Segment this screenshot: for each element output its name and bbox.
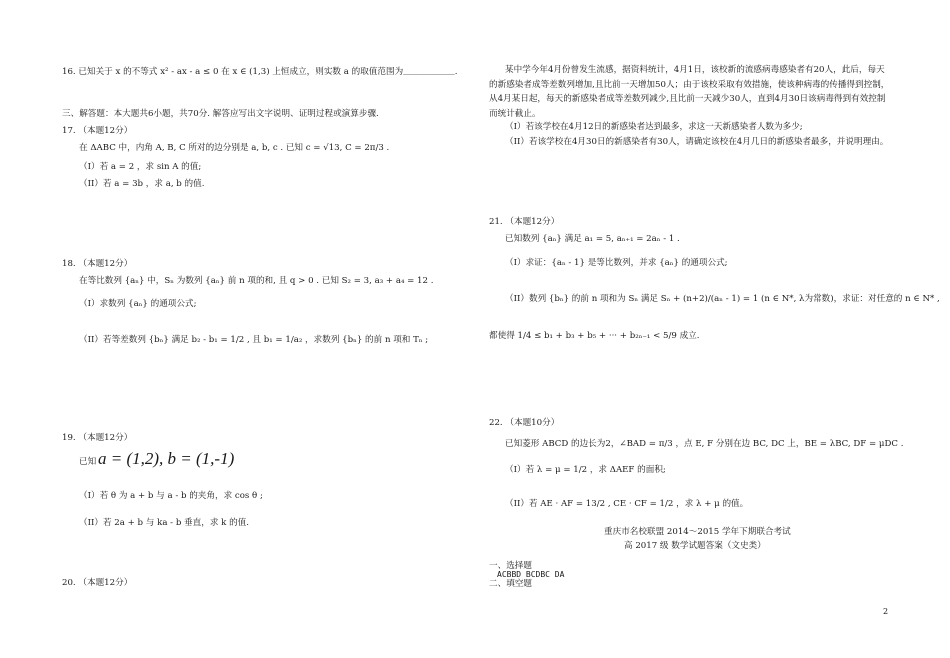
q21-header: 21. （本题12分） bbox=[489, 217, 560, 227]
q19-vectors: a = (1,2), b = (1,-1) bbox=[98, 449, 235, 468]
q18-stem: 在等比数列 {aₙ} 中，Sₙ 为数列 {aₙ} 前 n 项的和, 且 q > 0 . 已知 S₂ = 3, a₃ + a₄ = 12 . bbox=[79, 276, 434, 286]
answer-footer-subtitle: 高 2017 级 数学试题答案（文史类） bbox=[624, 541, 766, 551]
q22-part1: （I）若 λ = μ = 1/2 ，求 ΔAEF 的面积; bbox=[505, 465, 666, 475]
q21-part2: （II）数列 {bₙ} 的前 n 项和为 Sₙ 满足 Sₙ + (n+2)/(aₙ - 1) = 1 (n ∈ N*, λ为常数)，求证：对任意的 n ∈ N* , bbox=[505, 294, 940, 304]
page-number: 2 bbox=[883, 607, 889, 616]
q19-header: 19. （本题12分） bbox=[62, 433, 133, 443]
q22-header: 22. （本题10分） bbox=[489, 418, 560, 428]
answer-section-2: 二、填空题 bbox=[489, 579, 532, 589]
q17-header: 17. （本题12分） bbox=[62, 126, 133, 136]
question-16: 16. 已知关于 x 的不等式 x² - ax - a ≤ 0 在 x ∈ (1,3) 上恒成立，则实数 a 的取值范围为＿＿＿＿＿＿. bbox=[62, 67, 458, 77]
q21-part1: （I）求证：{aₙ - 1} 是等比数列，并求 {aₙ} 的通项公式; bbox=[505, 258, 728, 268]
q19-part1: （I）若 θ 为 a + b 与 a - b 的夹角，求 cos θ ; bbox=[79, 491, 263, 501]
q17-stem: 在 ΔABC 中，内角 A, B, C 所对的边分别是 a, b, c . 已知 c = √13, C = 2π/3 . bbox=[79, 143, 390, 153]
q17-part1: （I）若 a = 2 ，求 sin A 的值; bbox=[79, 162, 202, 172]
q22-stem: 已知菱形 ABCD 的边长为2，∠BAD = π/3 ，点 E, F 分别在边 BC, DC 上，BE = λBC, DF = μDC . bbox=[505, 439, 904, 449]
q20-part1: （I）若该学校在4月12日的新感染者达到最多，求这一天新感染者人数为多少; bbox=[505, 122, 803, 132]
q19-part2: （II）若 2a + b 与 ka - b 垂直，求 k 的值. bbox=[79, 518, 250, 528]
q17-part2: （II）若 a = 3b ，求 a, b 的值. bbox=[79, 179, 205, 189]
q21-part3: 都使得 1/4 ≤ b₁ + b₃ + b₅ + ··· + b₂ₙ₋₁ < 5/9 成立. bbox=[489, 331, 700, 341]
q20-part2: （II）若该学校在4月30日的新感染者有30人，请确定该校在4月几日的新感染者最多，并说明理由。 bbox=[505, 137, 889, 147]
q18-header: 18. （本题12分） bbox=[62, 259, 133, 269]
q18-part1: （I）求数列 {aₙ} 的通项公式; bbox=[79, 299, 197, 309]
q19-stem-prefix: 已知 bbox=[79, 457, 97, 467]
q20-body: 某中学今年4月份曾发生流感，据资料统计，4月1日，该校新的流感病毒感染者有20人，此后，每天的新感染者成等差数列增加,且比前一天增加50人；由于该校采取有效措施，使该种病毒的传播得到控制，从4月某日起，每天的新感染者成等差数列减少,且比前一天减少30人，直到4月30日该病毒得到有效控制而统计截止。 bbox=[489, 65, 890, 119]
q21-stem: 已知数列 {aₙ} 满足 a₁ = 5, aₙ₊₁ = 2aₙ - 1 . bbox=[505, 234, 680, 244]
q20-header: 20. （本题12分） bbox=[62, 578, 133, 588]
q18-part2: （II）若等差数列 {bₙ} 满足 b₂ - b₁ = 1/2 , 且 b₁ = 1/a₂ ，求数列 {bₙ} 的前 n 项和 Tₙ ; bbox=[79, 335, 429, 345]
answer-footer-title: 重庆市名校联盟 2014～2015 学年下期联合考试 bbox=[604, 527, 791, 537]
section-3-heading: 三、解答题：本大题共6小题，共70分. 解答应写出文字说明、证明过程或演算步骤. bbox=[62, 109, 379, 119]
answer-section-1: 一、选择题 bbox=[489, 561, 532, 571]
q22-part2: （II）若 AE · AF = 13/2 , CE · CF = 1/2 ，求 λ + μ 的值。 bbox=[505, 499, 749, 509]
answer-choices: ACBBD BCDBC DA bbox=[497, 570, 565, 579]
